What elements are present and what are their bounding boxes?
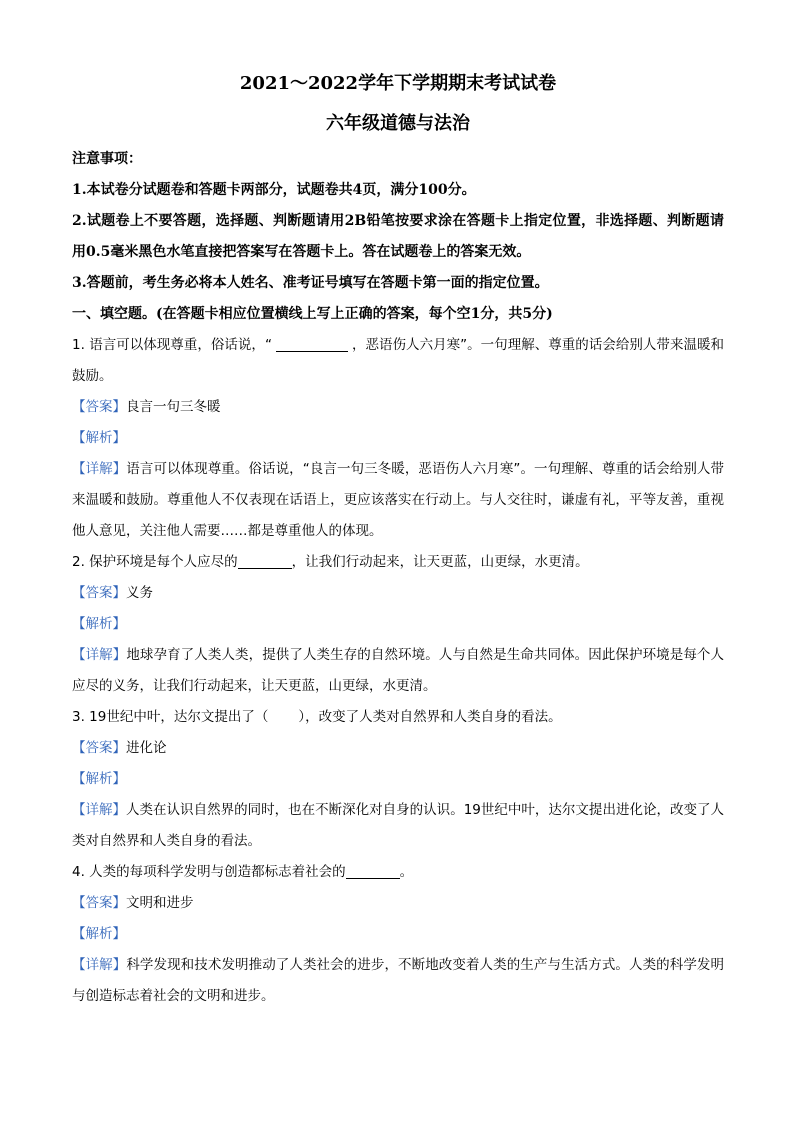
analysis-line-2 [72,609,724,640]
question-2 [72,547,724,578]
exam-subtitle: 六年级道德与法治 [326,113,470,134]
analysis-tag: 【解析】 [72,771,126,787]
question-3 [72,702,724,733]
analysis-tag: 【解析】 [72,616,126,632]
question-4-text-after: 。 [399,864,414,880]
analysis-line-3 [72,764,724,795]
detail-text-1: 语言可以体现尊重。俗话说，“良言一句三冬暖，恶语伤人六月寒”。一句理解、尊重的话会给别人带来温暖和鼓励。尊重他人不仅表现在话语上，更应该落实在行动上。与人交往时，谦虚有礼，平等友善，重视他人意见，关注他人需要……都是尊重他人的体现。 [72,461,724,539]
question-1 [72,330,724,392]
question-1-text-after: ，恶语伤人六月寒”。一句理解、尊重的话会给别人带来温暖和鼓励。 [72,337,724,384]
question-2-text-before: 2. 保护环境是每个人应尽的 [72,554,238,570]
note-item-3: 3.答题前，考生务必将本人姓名、准考证号填写在答题卡第一面的指定位置。 [72,275,549,291]
exam-title: 2021～2022学年下学期期末考试试卷 [239,73,557,94]
detail-tag: 【详解】 [72,647,127,663]
question-4-text-before: 4. 人类的每项科学发明与创造都标志着社会的 [72,864,346,880]
answer-line-3 [72,733,724,764]
detail-line-3 [72,795,724,857]
question-3-text-after: ），改变了人类对自然界和人类自身的看法。 [298,709,562,725]
question-2-text-after: ，让我们行动起来，让天更蓝，山更绿，水更清。 [291,554,589,570]
detail-tag: 【详解】 [72,957,127,973]
detail-line-4 [72,950,724,1012]
detail-text-4: 科学发现和技术发明推动了人类社会的进步，不断地改变着人类的生产与生活方式。人类的科学发明与创造标志着社会的文明和进步。 [72,957,725,1004]
detail-text-3: 人类在认识自然界的同时，也在不断深化对自身的认识。19世纪中叶，达尔文提出进化论，改变了人类对自然界和人类自身的看法。 [72,802,724,849]
question-3-text-before: 3. 19世纪中叶，达尔文提出了（ [72,709,269,725]
detail-line-2 [72,640,724,702]
answer-line-2 [72,578,724,609]
question-1-text-before: 1. 语言可以体现尊重，俗话说，“ [72,337,272,353]
section-heading: 一、填空题。(在答题卡相应位置横线上写上正确的答案，每个空1分，共5分) [72,306,553,322]
answer-line-4 [72,888,724,919]
note-item-2: 2.试题卷上不要答题，选择题、判断题请用2B铅笔按要求涂在答题卡上指定位置，非选择题、判断题请用0.5毫米黑色水笔直接把答案写在答题卡上。答在试题卷上的答案无效。 [72,213,724,260]
answer-text-2: 义务 [126,585,153,601]
answer-tag: 【答案】 [72,585,126,601]
detail-tag: 【详解】 [72,461,127,477]
analysis-line-4 [72,919,724,950]
answer-tag: 【答案】 [72,740,126,756]
detail-line-1 [72,454,724,547]
notes-heading: 注意事项： [72,151,142,167]
answer-blank-2 [238,554,292,569]
answer-tag: 【答案】 [72,895,126,911]
answer-line-1 [72,392,724,423]
answer-text-4: 文明和进步 [126,895,194,911]
detail-tag: 【详解】 [72,802,127,818]
analysis-tag: 【解析】 [72,430,126,446]
detail-text-2: 地球孕育了人类人类，提供了人类生存的自然环境。人与自然是生命共同体。因此保护环境是每个人应尽的义务，让我们行动起来，让天更蓝，山更绿，水更清。 [72,647,725,694]
answer-text-3: 进化论 [126,740,167,756]
analysis-tag: 【解析】 [72,926,126,942]
answer-blank-4 [346,864,400,879]
question-4 [72,857,724,888]
note-item-1: 1.本试卷分试题卷和答题卡两部分，试题卷共4页，满分100分。 [72,182,476,198]
answer-text-1: 良言一句三冬暖 [126,399,221,415]
exam-page [72,68,724,1012]
analysis-line-1 [72,423,724,454]
answer-blank-1 [276,337,348,352]
answer-tag: 【答案】 [72,399,126,415]
